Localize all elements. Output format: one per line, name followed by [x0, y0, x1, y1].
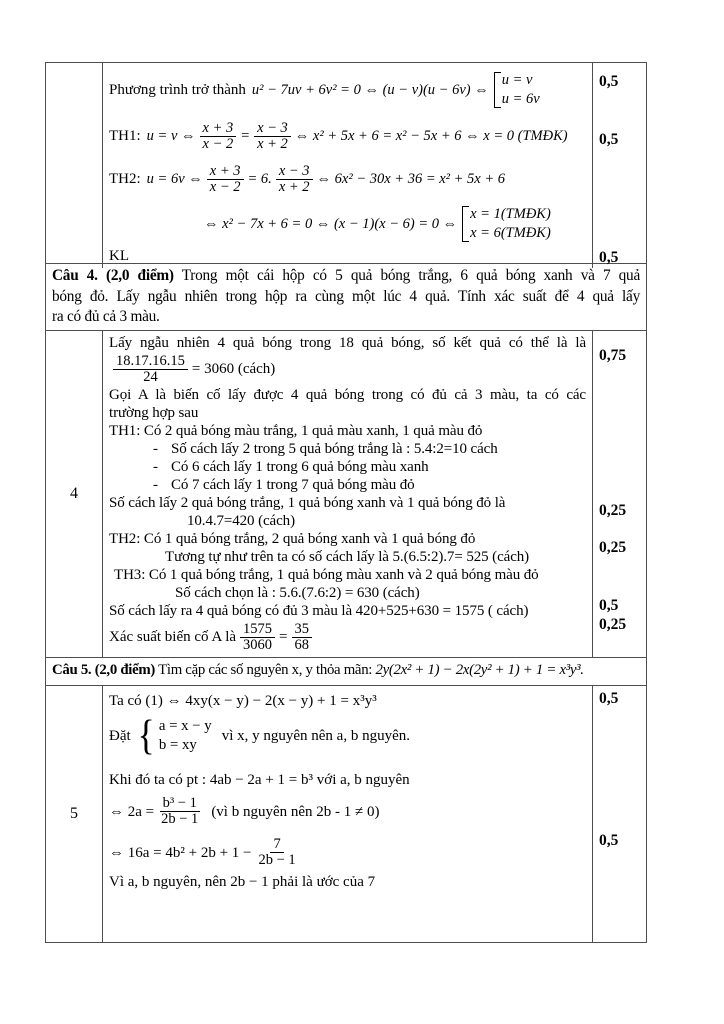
- fraction-denominator: x − 2: [202, 135, 234, 152]
- conclusion-label: KL: [109, 248, 129, 264]
- fraction: [292, 622, 313, 653]
- solution-line: Lấy ngẫu nhiên 4 quả bóng trong 18 quả bóng, số kết quả có thể là là: [109, 335, 586, 351]
- question4-solution-row: [46, 331, 646, 658]
- statement-line: bóng đỏ. Lấy ngẫu nhiên trong hộp ra cùng một lúc 4 quả. Tính xác suất để 4 quả lấy: [52, 287, 640, 305]
- solution-line: Số cách chọn là : 5.6.(7.6:2) = 630 (cách): [175, 585, 420, 601]
- question5-number-cell: 5: [46, 686, 103, 942]
- th1-post: ⇔ x² + 5x + 6 = x² − 5x + 6 ⇔ x = 0 (TMĐK): [294, 128, 568, 144]
- statement-math: 2y(2x² + 1) − 2x(2y² + 1) + 1 = x³y³.: [375, 662, 584, 678]
- fraction-numerator: 1575: [240, 622, 275, 638]
- fraction-numerator: 18.17.16.15: [113, 354, 188, 370]
- th1-pre: u = v ⇔: [146, 128, 196, 144]
- question5-solution-cell: [103, 686, 593, 942]
- bullet-text: Có 7 cách lấy 1 trong 7 quả bóng màu đỏ: [171, 477, 415, 493]
- question4-score-cell: [593, 331, 646, 657]
- conclusion-line: [109, 247, 586, 265]
- bullet-line: [109, 458, 586, 476]
- solution-line: TH3: Có 1 quả bóng trắng, 1 quả bóng màu xanh và 2 quả bóng màu đỏ: [114, 567, 539, 583]
- intro-math: u² − 7uv + 6v² = 0 ⇔ (u − v)(u − 6v) ⇔: [251, 82, 489, 98]
- th2-label: TH2:: [109, 171, 141, 187]
- case-2: b = xy: [158, 737, 197, 753]
- statement-line: ra có đủ cả 3 màu.: [52, 308, 160, 325]
- score-value: 0,75: [599, 347, 627, 364]
- solution-line: Tương tự như trên ta có số cách lấy là 5.(6.5:2).7= 525 (cách): [165, 549, 530, 565]
- score-value: 0,25: [599, 616, 627, 633]
- fraction-denominator: x − 2: [209, 178, 241, 195]
- fraction: [113, 354, 188, 385]
- score-value: 0,5: [599, 597, 619, 614]
- case-1: u = v: [501, 72, 533, 88]
- score-value: 0,5: [599, 249, 619, 266]
- question5-score-cell: [593, 686, 646, 942]
- solution-line: Vì a, b nguyên, nên 2b − 1 phải là ước của 7: [109, 874, 376, 890]
- solution-line: Số cách lấy ra 4 quả bóng có đủ 3 màu là 420+525+630 = 1575 ( cách): [109, 603, 529, 619]
- case-1: x = 1(TMĐK): [470, 205, 551, 222]
- answer-table: [45, 62, 647, 943]
- question5-statement: [46, 658, 646, 683]
- bullet-text: Số cách lấy 2 trong 5 quả bóng trắng là : 5.4:2=10 cách: [171, 441, 498, 457]
- th1-eq: =: [240, 128, 251, 144]
- bullet-dash: -: [153, 459, 158, 475]
- fraction-numerator: x − 3: [276, 164, 313, 180]
- case-1: a = x − y: [158, 718, 212, 734]
- solution-line: trường hợp sau: [109, 405, 199, 421]
- th2-eq: = 6.: [247, 171, 272, 187]
- question3-solution-row: [46, 63, 646, 264]
- bracket-system-uv: [494, 71, 540, 109]
- statement-line: [52, 266, 640, 287]
- question3-solution-cell: [103, 63, 593, 268]
- score-value: 0,25: [599, 539, 627, 556]
- solution-line: TH1: Có 2 quả bóng màu trắng, 1 quả màu xanh, 1 quả màu đỏ: [109, 423, 483, 439]
- statement-text: Trong một cái hộp có 5 quả bóng trắng, 6 quả bóng xanh và 7 quả: [181, 267, 640, 284]
- question5-solution-row: [46, 686, 646, 942]
- solution-line-system: [109, 712, 586, 760]
- probability-text: Xác suất biến cố A là: [109, 629, 237, 645]
- solution-line: 10.4.7=420 (cách): [187, 513, 295, 529]
- question3-number-cell: [46, 63, 103, 268]
- solution-line: Khi đó ta có pt : 4ab − 2a + 1 = b³ với a, b nguyên: [109, 771, 410, 788]
- solution-line-fraction: [109, 352, 586, 386]
- score-value: 0,5: [599, 73, 619, 90]
- solution-line-equation: [109, 66, 586, 114]
- equation-pre: ⇔ 16a = 4b² + 2b + 1 −: [109, 844, 252, 861]
- solution-line: Gọi A là biến cố lấy được 4 quả bóng trong có đủ cả 3 màu, ta có các: [109, 387, 586, 403]
- statement-text: Tìm cặp các số nguyên x, y thỏa mãn:: [158, 662, 373, 678]
- fraction-denominator: x + 2: [278, 178, 310, 195]
- fraction: [256, 837, 299, 868]
- solution-line: Số cách lấy 2 quả bóng trắng, 1 quả bóng xanh và 1 quả bóng đỏ là: [109, 495, 506, 511]
- solution-line-fraction: [109, 791, 586, 832]
- solution-line-th2: [109, 158, 586, 200]
- question4-statement: [46, 264, 646, 330]
- curly-brace: {: [137, 713, 155, 759]
- fraction: [240, 622, 275, 653]
- system-cases: [159, 717, 212, 755]
- question5-header-row: [46, 658, 646, 686]
- equals-sign: =: [279, 629, 288, 645]
- score-value: 0,5: [599, 690, 619, 707]
- solution-line-fraction: [109, 832, 586, 873]
- fraction-numerator: x + 3: [200, 121, 237, 137]
- fraction: [200, 121, 237, 152]
- bullet-line: [109, 476, 586, 494]
- fraction: [207, 164, 244, 195]
- fraction-denominator: 68: [294, 636, 310, 653]
- bullet-line: [109, 440, 586, 458]
- fraction-result: = 3060 (cách): [191, 361, 276, 377]
- score-value: 0,5: [599, 832, 619, 849]
- factored-math: ⇔ x² − 7x + 6 = 0 ⇔ (x − 1)(x − 6) = 0 ⇔: [204, 215, 458, 232]
- equation-pre: ⇔ 2a =: [109, 803, 155, 820]
- fraction-denominator: x + 2: [257, 135, 288, 152]
- fraction-denominator: 3060: [243, 636, 273, 653]
- score-value: 0,5: [599, 131, 619, 148]
- fraction: [276, 164, 313, 195]
- fraction: [158, 796, 201, 827]
- fraction-numerator: b³ − 1: [160, 796, 200, 812]
- question5-label: Câu 5. (2,0 điểm): [52, 662, 155, 678]
- th2-post: ⇔ 6x² − 30x + 36 = x² + 5x + 6: [316, 171, 506, 187]
- question4-label: Câu 4. (2,0 điểm): [52, 267, 174, 284]
- bullet-text: Có 6 cách lấy 1 trong 6 quả bóng màu xanh: [171, 459, 429, 475]
- question4-number-cell: 4: [46, 331, 103, 657]
- dat-label: Đặt: [109, 728, 131, 744]
- bullet-dash: -: [153, 441, 158, 457]
- question3-score-cell: [593, 63, 646, 268]
- score-value: 0,25: [599, 502, 627, 519]
- fraction-numerator: 7: [270, 837, 283, 853]
- fraction-numerator: 35: [292, 622, 313, 638]
- fraction: [254, 121, 291, 152]
- solution-line: TH2: Có 1 quả bóng trắng, 2 quả bóng xanh và 1 quả bóng đỏ: [109, 531, 476, 547]
- intro-text: Phương trình trở thành: [109, 82, 246, 98]
- th1-label: TH1:: [109, 128, 141, 144]
- th2-pre: u = 6v ⇔: [146, 171, 203, 187]
- solution-line-factored: [109, 200, 586, 247]
- fraction-denominator: 2b − 1: [258, 852, 296, 868]
- solution-line: Ta có (1) ⇔ 4xy(x − y) − 2(x − y) + 1 = x³y³: [109, 692, 377, 709]
- solution-line-th1: [109, 114, 586, 158]
- bracket-system-x: [462, 205, 551, 243]
- case-2: u = 6v: [501, 91, 540, 107]
- bullet-dash: -: [153, 477, 158, 493]
- fraction-numerator: x − 3: [254, 121, 291, 137]
- question4-header-row: [46, 264, 646, 331]
- case-2: x = 6(TMĐK): [470, 224, 551, 241]
- question4-solution-cell: [103, 331, 593, 657]
- equation-note: (vì b nguyên nên 2b - 1 ≠ 0): [211, 803, 380, 820]
- fraction-denominator: 2b − 1: [161, 811, 199, 827]
- fraction-numerator: x + 3: [207, 164, 244, 180]
- dat-post-text: vì x, y nguyên nên a, b nguyên.: [221, 728, 411, 744]
- solution-line-probability: [109, 620, 586, 654]
- fraction-denominator: 24: [143, 368, 158, 385]
